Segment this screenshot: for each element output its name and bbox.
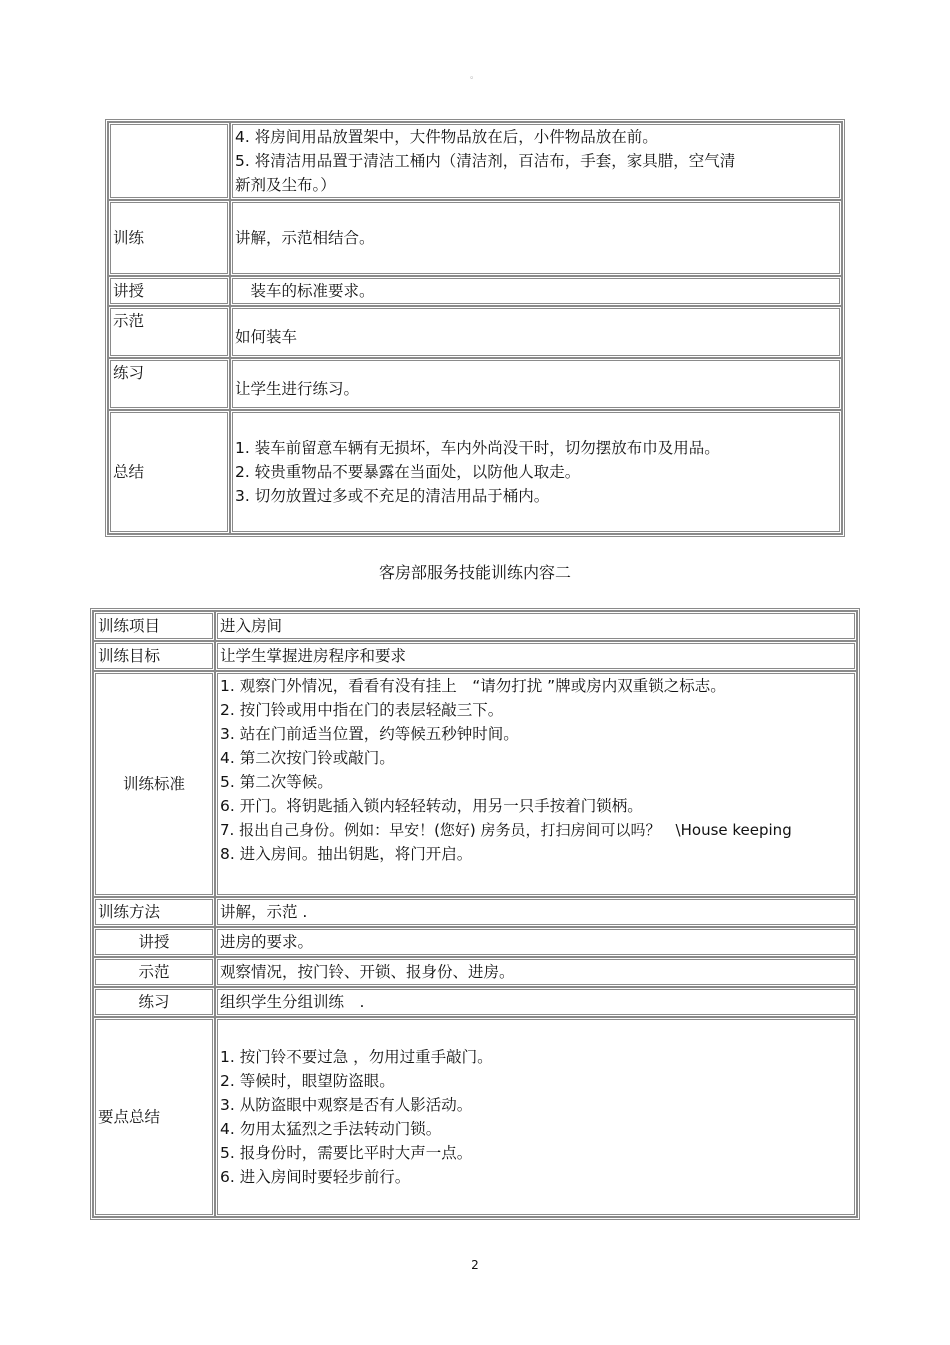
content-line: 1. 观察门外情况，看看有没有挂上 “请勿打扰 ”牌或房内双重锁之标志。 xyxy=(220,677,726,695)
content-line: 8. 进入房间。抽出钥匙，将门开启。 xyxy=(220,845,473,863)
row-label-summary: 总结 xyxy=(108,410,230,534)
content-line: 如何装车 xyxy=(235,328,298,346)
content-line: 进房的要求。 xyxy=(220,933,314,951)
content-line: 3. 站在门前适当位置，约等候五秒钟时间。 xyxy=(220,725,519,743)
row-content xyxy=(230,410,842,534)
content-line: 观察情况，按门铃、开锁、报身份、进房。 xyxy=(220,963,515,981)
row-content xyxy=(215,671,857,897)
content-line: 让学生掌握进房程序和要求 xyxy=(220,647,407,665)
row-label-demo: 示范 xyxy=(93,957,215,987)
content-line: 让学生进行练习。 xyxy=(235,380,360,398)
content-line: 2. 等候时，眼望防盗眼。 xyxy=(220,1072,395,1090)
content-line: 2. 较贵重物品不要暴露在当面处，以防他人取走。 xyxy=(235,463,581,481)
content-line: 3. 从防盗眼中观察是否有人影活动。 xyxy=(220,1096,473,1114)
row-content xyxy=(230,122,842,200)
content-line: 4. 第二次按门铃或敲门。 xyxy=(220,749,395,767)
content-line: 3. 切勿放置过多或不充足的清洁用品于桶内。 xyxy=(235,487,550,505)
row-label-lecture: 讲授 xyxy=(108,276,230,306)
section-title: 客房部服务技能训练内容二 xyxy=(378,563,571,582)
row-label-goal: 训练目标 xyxy=(93,641,215,671)
content-line: 2. 按门铃或用中指在门的表层轻敲三下。 xyxy=(220,701,504,719)
row-content xyxy=(215,641,857,671)
row-label-standard: 训练标准 xyxy=(93,671,215,897)
content-line: 7. 报出自己身份。例如：早安！(您好) 房务员，打扫房间可以吗？ \House keeping xyxy=(220,821,792,839)
content-line: 进入房间 xyxy=(220,617,283,635)
content-line: 6. 开门。将钥匙插入锁内轻轻转动，用另一只手按着门锁柄。 xyxy=(220,797,643,815)
row-content xyxy=(215,1017,857,1217)
content-line: 组织学生分组训练 . xyxy=(220,993,365,1011)
page-number: 2 xyxy=(471,1258,479,1272)
row-label-demo: 示范 xyxy=(108,306,230,358)
row-label-method: 训练方法 xyxy=(93,897,215,927)
content-line: 5. 第二次等候。 xyxy=(220,773,333,791)
content-line: 5. 报身份时，需要比平时大声一点。 xyxy=(220,1144,473,1162)
row-label-practice: 练习 xyxy=(93,987,215,1017)
row-label xyxy=(108,122,230,200)
content-line: 新剂及尘布。） xyxy=(235,176,336,194)
row-content xyxy=(230,358,842,410)
row-content xyxy=(230,306,842,358)
content-line: 1. 装车前留意车辆有无损坏，车内外尚没干时，切勿摆放布巾及用品。 xyxy=(235,439,720,457)
row-label-key-points: 要点总结 xyxy=(93,1017,215,1217)
row-label-item: 训练项目 xyxy=(93,611,215,641)
row-content xyxy=(215,897,857,927)
row-content xyxy=(215,611,857,641)
row-content xyxy=(230,200,842,276)
content-line: 1. 按门铃不要过急 ，勿用过重手敲门。 xyxy=(220,1048,493,1066)
row-label-practice: 练习 xyxy=(108,358,230,410)
row-content xyxy=(215,957,857,987)
row-label-lecture: 讲授 xyxy=(93,927,215,957)
loading-cart-table xyxy=(105,119,845,537)
content-line: 4. 勿用太猛烈之手法转动门锁。 xyxy=(220,1120,442,1138)
row-label-training: 训练 xyxy=(108,200,230,276)
row-content xyxy=(215,927,857,957)
content-line: 4. 将房间用品放置架中，大件物品放在后，小件物品放在前。 xyxy=(235,128,658,146)
content-line: 6. 进入房间时要轻步前行。 xyxy=(220,1168,411,1186)
content-line: 装车的标准要求。 xyxy=(235,282,375,300)
row-content xyxy=(215,987,857,1017)
enter-room-table xyxy=(90,608,860,1220)
row-content xyxy=(230,276,842,306)
content-line: 讲解，示范相结合。 xyxy=(235,229,375,247)
header-mark: 。 xyxy=(470,71,480,81)
content-line: 5. 将清洁用品置于清洁工桶内（清洁剂，百洁布，手套，家具腊，空气清 xyxy=(235,152,736,170)
content-line: 讲解，示范 . xyxy=(220,903,308,921)
